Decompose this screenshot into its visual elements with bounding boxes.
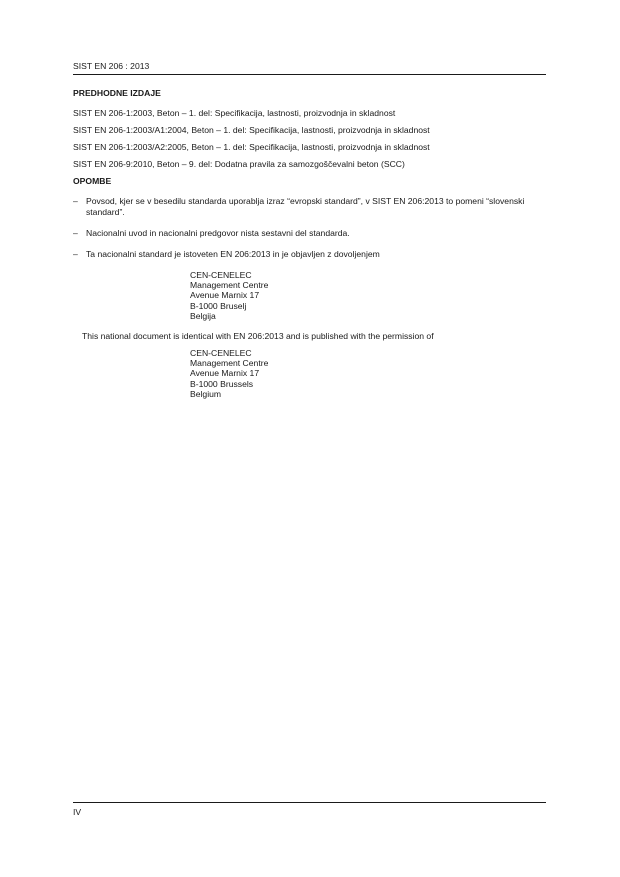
note-dash: – bbox=[73, 228, 78, 238]
page-content bbox=[73, 88, 548, 409]
page-header bbox=[73, 61, 546, 75]
note-text: Nacionalni uvod in nacionalni predgovor nista sestavni del standarda. bbox=[86, 228, 350, 238]
page-number: IV bbox=[73, 807, 82, 817]
address-line: CEN-CENELEC bbox=[190, 348, 252, 359]
note-text: Ta nacionalni standard je istoveten EN 206:2013 in je objavljen z dovoljenjem bbox=[86, 249, 380, 259]
address-line: CEN-CENELEC bbox=[190, 270, 252, 280]
address-line: B-1000 Brussels bbox=[190, 378, 254, 389]
address-line: Management Centre bbox=[190, 358, 269, 369]
address-block-english bbox=[190, 348, 548, 399]
note-dash: – bbox=[73, 196, 78, 206]
address-line: Avenue Marnix 17 bbox=[190, 368, 260, 379]
previous-editions-heading: PREDHODNE IZDAJE bbox=[73, 88, 161, 98]
note-dash: – bbox=[73, 249, 78, 259]
address-line: Management Centre bbox=[190, 280, 269, 291]
address-line: Avenue Marnix 17 bbox=[190, 290, 260, 301]
address-line: Belgium bbox=[190, 388, 222, 399]
previous-edition-item: SIST EN 206-1:2003, Beton – 1. del: Specifikacija, lastnosti, proizvodnja in skladnost bbox=[73, 108, 396, 118]
previous-edition-item: SIST EN 206-1:2003/A2:2005, Beton – 1. del: Specifikacija, lastnosti, proizvodnja in skladnost bbox=[73, 142, 430, 152]
english-statement: This national document is identical with EN 206:2013 and is published with the permission of bbox=[82, 331, 434, 342]
previous-edition-item: SIST EN 206-9:2010, Beton – 9. del: Dodatna pravila za samozgoščevalni beton (SCC) bbox=[73, 159, 405, 169]
header-standard-id: SIST EN 206 : 2013 bbox=[73, 61, 150, 71]
previous-edition-item: SIST EN 206-1:2003/A1:2004, Beton – 1. del: Specifikacija, lastnosti, proizvodnja in skladnost bbox=[73, 125, 430, 135]
page-footer bbox=[73, 802, 546, 817]
address-line: Belgija bbox=[190, 310, 216, 321]
address-line: B-1000 Bruselj bbox=[190, 300, 247, 311]
address-block-slovenian bbox=[190, 270, 548, 321]
note-text: Povsod, kjer se v besedilu standarda uporablja izraz “evropski standard”, v SIST EN 206:2013 to pomeni “slovenski standard”. bbox=[86, 196, 525, 217]
note-item bbox=[73, 196, 548, 218]
note-item bbox=[73, 249, 548, 260]
notes-heading: OPOMBE bbox=[73, 176, 112, 186]
note-item bbox=[73, 228, 548, 239]
